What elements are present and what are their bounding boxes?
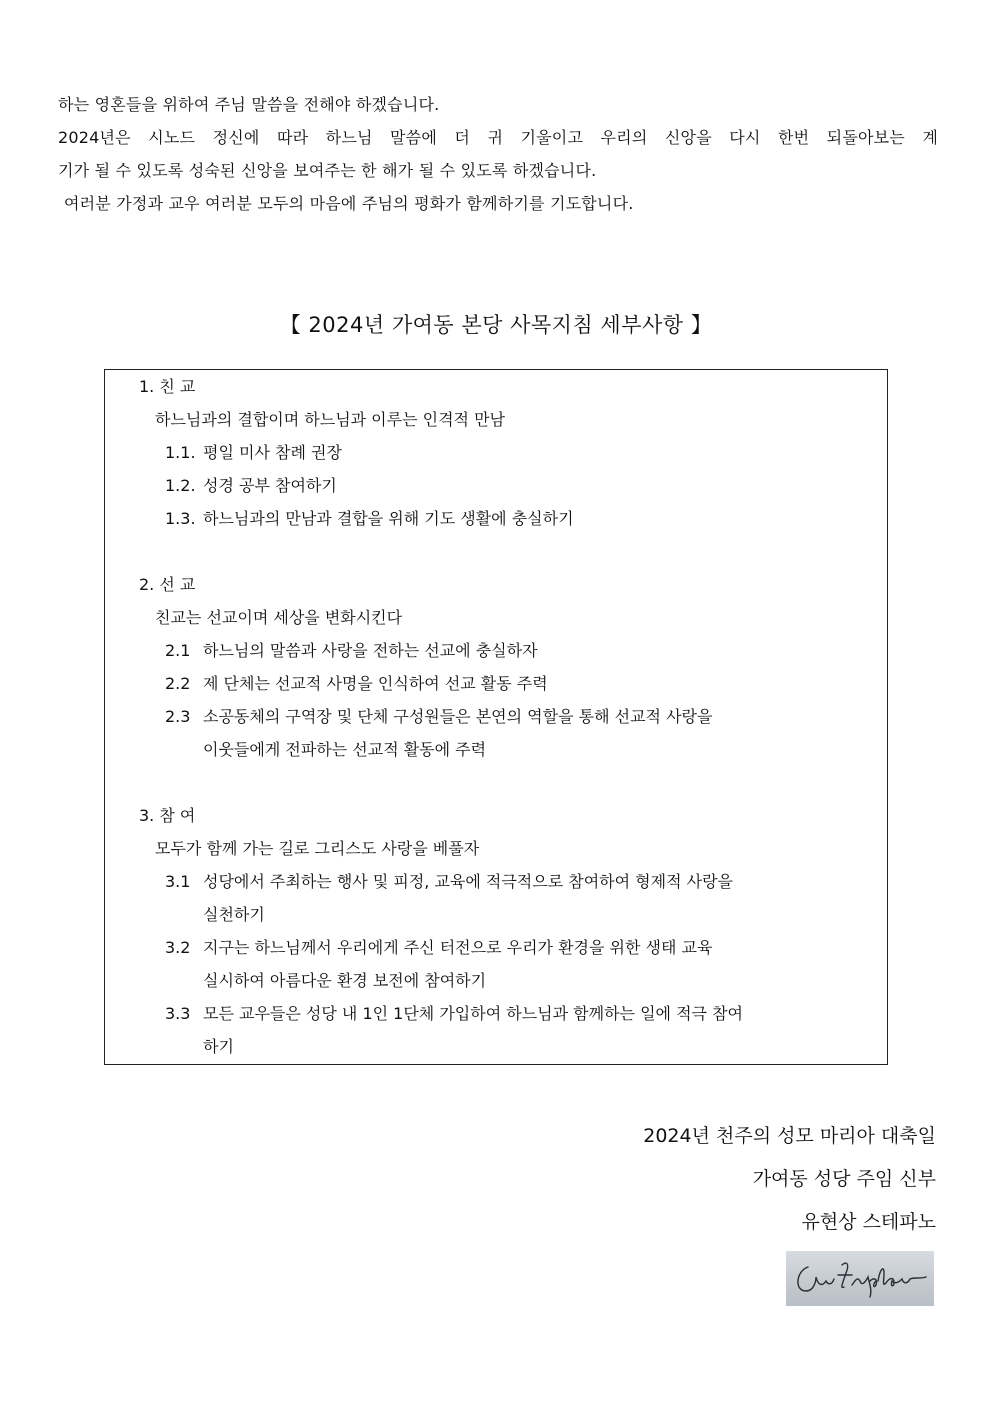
section-description: 친교는 선교이며 세상을 변화시킨다	[155, 608, 403, 627]
guideline-item	[165, 475, 337, 497]
item-text: 하느님과의 만남과 결합을 위해 기도 생활에 충실하기	[203, 509, 574, 528]
closing-date: 2024년 천주의 성모 마리아 대축일	[643, 1125, 936, 1147]
guideline-item	[165, 508, 574, 530]
signature-image	[786, 1251, 934, 1306]
section-title: 3. 참 여	[139, 806, 196, 825]
guideline-item	[165, 442, 342, 464]
section-title: 2. 선 교	[139, 575, 196, 594]
item-continuation: 이웃들에게 전파하는 선교적 활동에 주력	[203, 740, 487, 759]
item-text: 소공동체의 구역장 및 단체 구성원들은 본연의 역할을 통해 선교적 사랑을	[203, 707, 713, 726]
section-description: 모두가 함께 가는 길로 그리스도 사랑을 베풀자	[155, 839, 480, 858]
signature-scribble-icon	[786, 1251, 934, 1306]
guideline-item	[165, 673, 548, 695]
item-number: 2.1	[165, 641, 191, 660]
item-number: 1.3.	[165, 509, 196, 528]
item-text: 성당에서 주최하는 행사 및 피정, 교육에 적극적으로 참여하여 형제적 사랑을	[203, 872, 733, 891]
guideline-item	[165, 937, 712, 959]
section-title: 1. 친 교	[139, 377, 196, 396]
intro-line-4: 여러분 가정과 교우 여러분 모두의 마음에 주님의 평화가 함께하기를 기도합니다.	[64, 194, 634, 213]
item-number: 3.3	[165, 1004, 191, 1023]
guideline-item	[165, 640, 538, 662]
intro-line-1: 하는 영혼들을 위하여 주님 말씀을 전해야 하겠습니다.	[58, 95, 440, 114]
closing-position: 가여동 성당 주임 신부	[752, 1168, 936, 1190]
item-continuation: 실시하여 아름다운 환경 보전에 참여하기	[203, 971, 487, 990]
closing-name: 유현상 스테파노	[801, 1211, 936, 1233]
item-number: 1.1.	[165, 443, 196, 462]
guideline-item	[165, 1003, 743, 1025]
guideline-item	[165, 706, 712, 728]
item-number: 2.2	[165, 674, 191, 693]
item-number: 3.2	[165, 938, 191, 957]
item-number: 2.3	[165, 707, 191, 726]
guideline-heading: 【 2024년 가여동 본당 사목지침 세부사항 】	[279, 313, 713, 337]
item-number: 3.1	[165, 872, 191, 891]
item-continuation: 하기	[203, 1037, 234, 1056]
item-text: 평일 미사 참례 권장	[203, 443, 342, 462]
item-text: 제 단체는 선교적 사명을 인식하여 선교 활동 주력	[203, 674, 548, 693]
item-text: 하느님의 말씀과 사랑을 전하는 선교에 충실하자	[203, 641, 538, 660]
item-text: 성경 공부 참여하기	[203, 476, 337, 495]
closing-block	[643, 1115, 936, 1244]
item-continuation: 실천하기	[203, 905, 265, 924]
section-description: 하느님과의 결합이며 하느님과 이루는 인격적 만남	[155, 410, 506, 429]
guideline-item	[165, 871, 733, 893]
item-number: 1.2.	[165, 476, 196, 495]
intro-paragraph	[58, 88, 938, 220]
intro-line-3: 기가 될 수 있도록 성숙된 신앙을 보여주는 한 해가 될 수 있도록 하겠습니다.	[58, 161, 597, 180]
item-text: 모든 교우들은 성당 내 1인 1단체 가입하여 하느님과 함께하는 일에 적극 참여	[203, 1004, 743, 1023]
guidelines-box	[104, 369, 888, 1065]
intro-line-2: 2024년은 시노드 정신에 따라 하느님 말씀에 더 귀 기울이고 우리의 신앙을 다시 한번 되돌아보는 계	[58, 128, 938, 147]
item-text: 지구는 하느님께서 우리에게 주신 터전으로 우리가 환경을 위한 생태 교육	[203, 938, 713, 957]
